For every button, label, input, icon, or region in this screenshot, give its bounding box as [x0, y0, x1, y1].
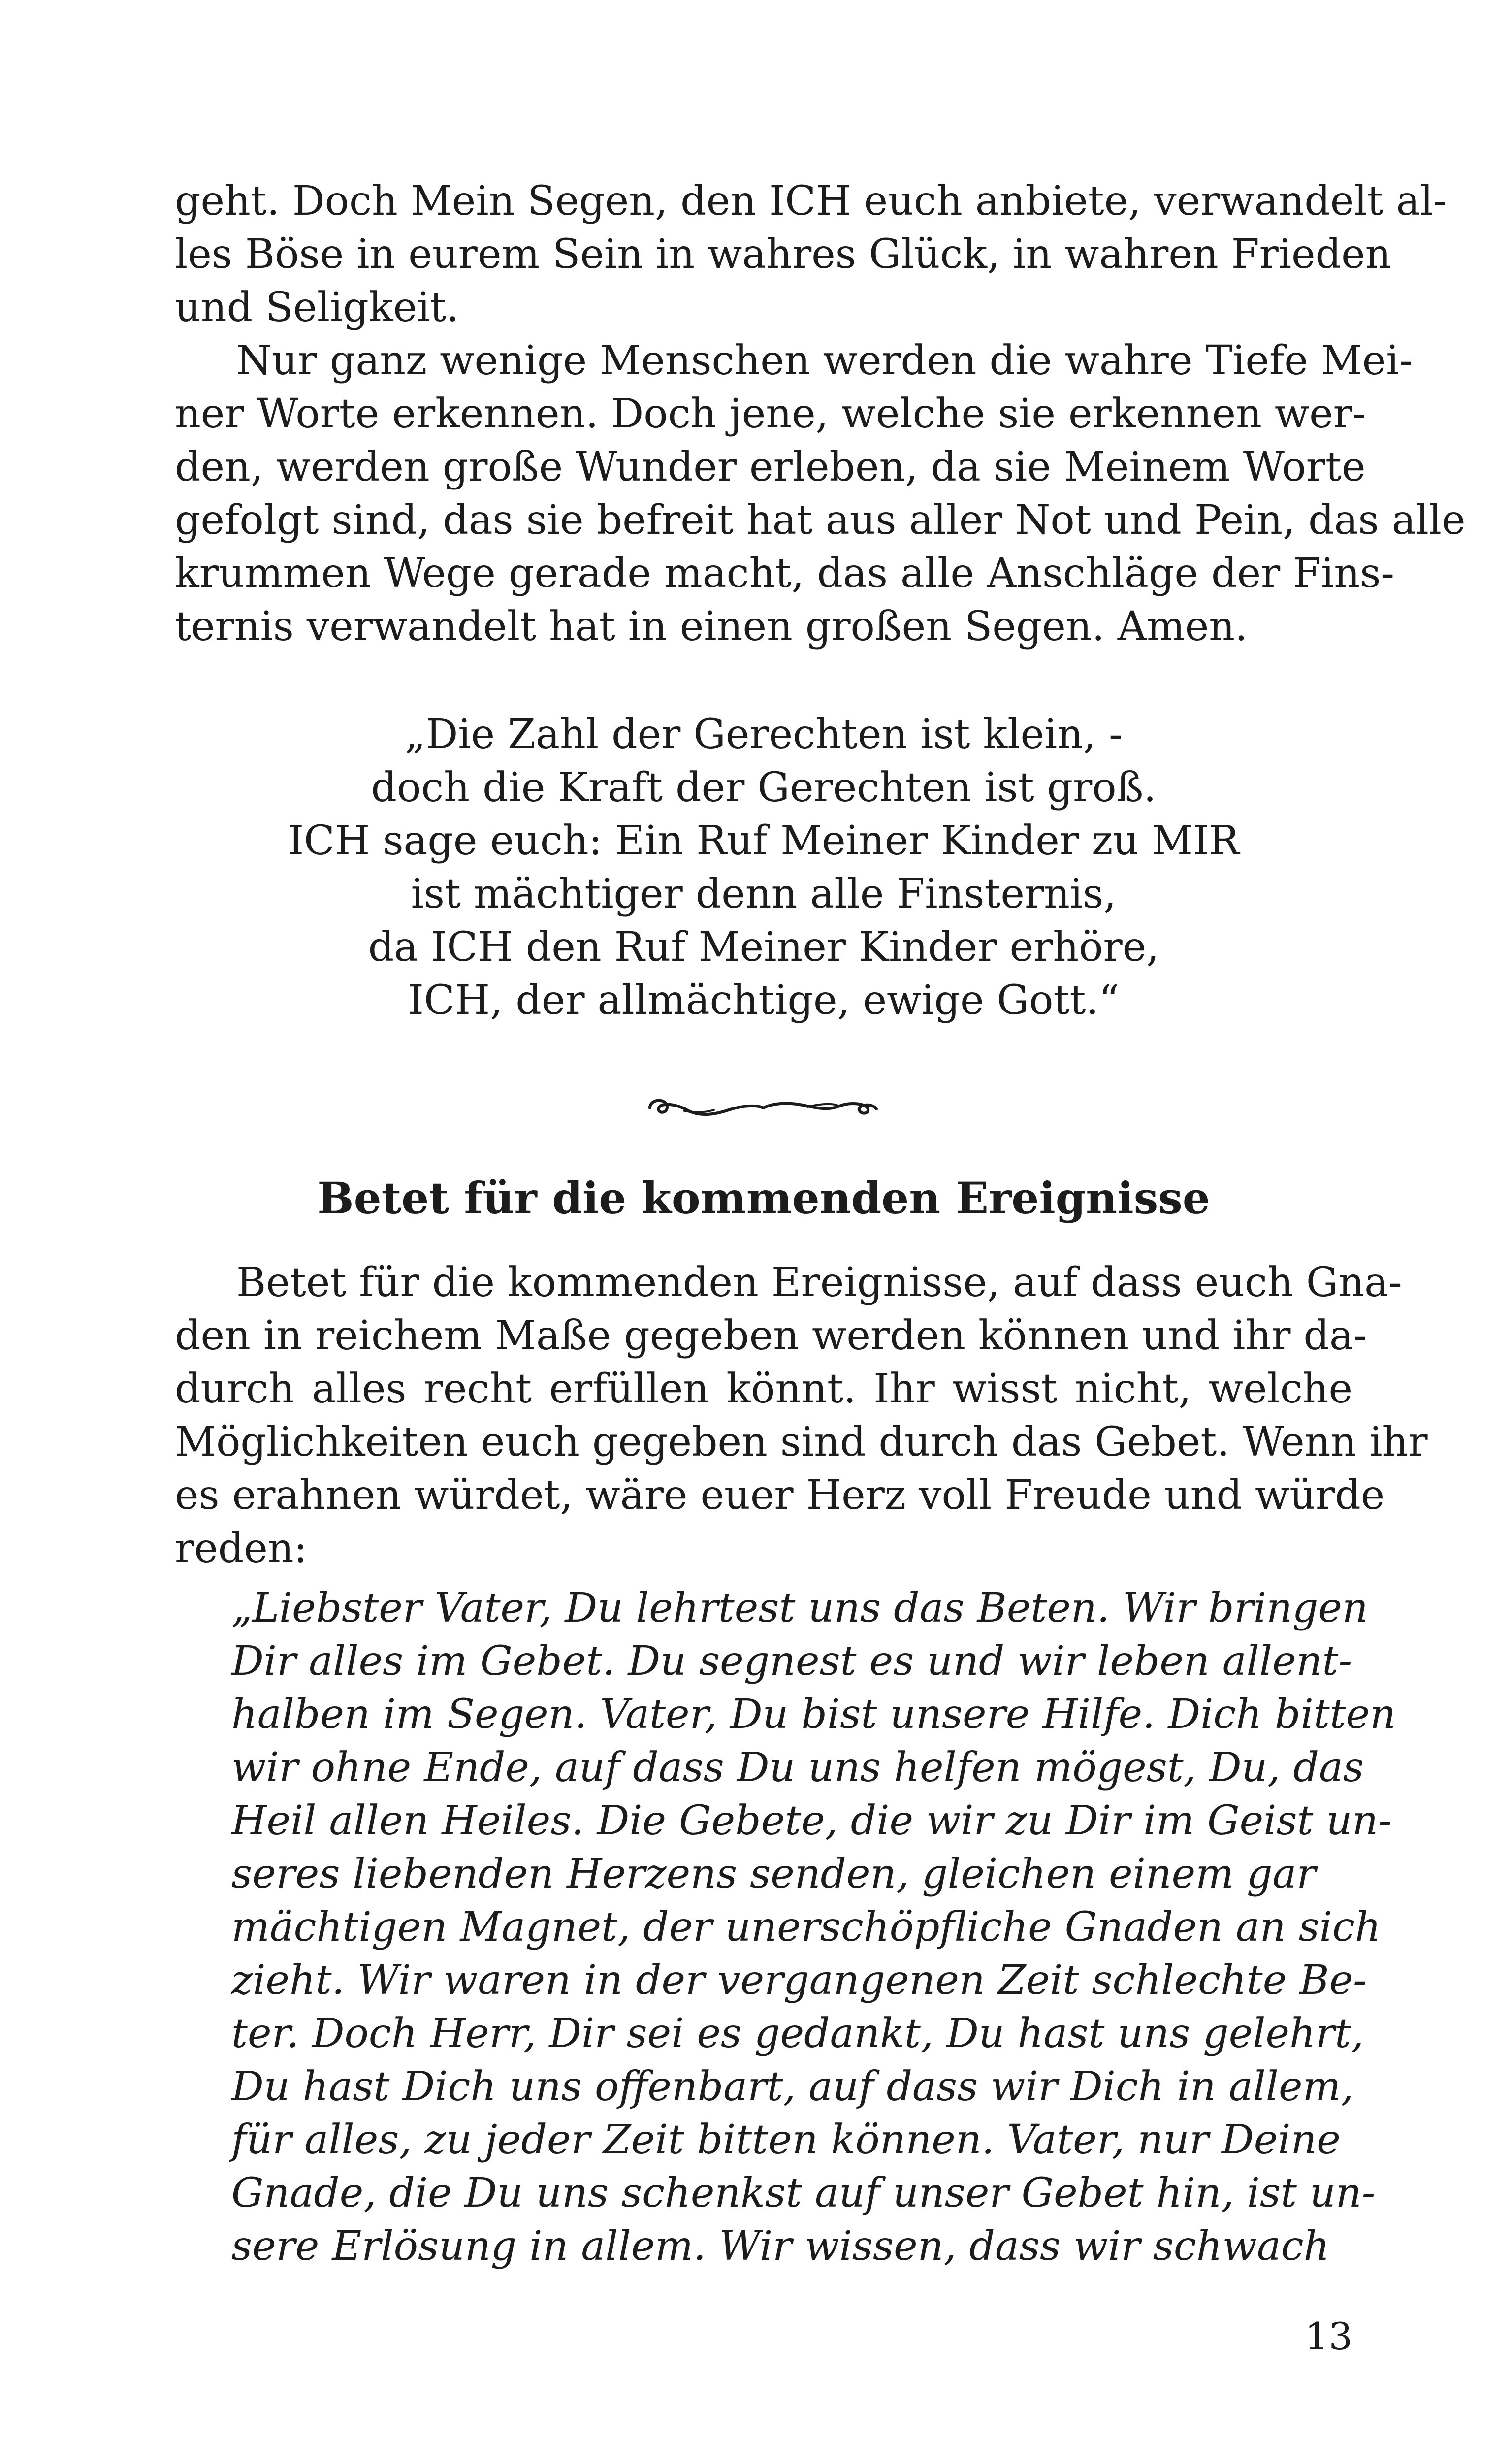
prayer-line: wir ohne Ende, auf dass Du uns helfen mögest, Du, das	[231, 1744, 1364, 1791]
prayer-line: mächtigen Magnet, der unerschöpfliche Gnaden an sich	[231, 1904, 1381, 1951]
paragraph-line: geht. Doch Mein Segen, den ICH euch anbiete, verwandelt al-	[175, 178, 1447, 225]
prayer-line: Du hast Dich uns offenbart, auf dass wir Dich in allem,	[231, 2063, 1354, 2110]
paragraph-line: den in reichem Maße gegeben werden können und ihr da-	[175, 1312, 1367, 1359]
paragraph-line: krummen Wege gerade macht, das alle Anschläge der Fins-	[175, 550, 1394, 597]
paragraph-line: durch alles recht erfüllen könnt. Ihr wisst nicht, welche	[175, 1366, 1352, 1412]
paragraph-line: les Böse in eurem Sein in wahres Glück, in wahren Frieden	[175, 231, 1391, 278]
quote-line: ICH sage euch: Ein Ruf Meiner Kinder zu MIR	[288, 817, 1240, 864]
paragraph-line: ner Worte erkennen. Doch jene, welche sie erkennen wer-	[175, 391, 1366, 437]
paragraph-line: Möglichkeiten euch gegeben sind durch das Gebet. Wenn ihr	[175, 1419, 1428, 1466]
flourish-divider-icon	[640, 1088, 886, 1128]
quote-line: „Die Zahl der Gerechten ist klein, -	[405, 711, 1123, 758]
paragraph-line: reden:	[175, 1525, 308, 1572]
prayer-line: Dir alles im Gebet. Du segnest es und wir leben allent-	[231, 1638, 1352, 1685]
prayer-line: Gnade, die Du uns schenkst auf unser Gebet hin, ist un-	[231, 2170, 1376, 2216]
prayer-line: halben im Segen. Vater, Du bist unsere Hilfe. Dich bitten	[231, 1691, 1396, 1738]
quote-line: doch die Kraft der Gerechten ist groß.	[371, 764, 1157, 811]
paragraph-line: den, werden große Wunder erleben, da sie Meinem Worte	[175, 444, 1366, 490]
prayer-line: für alles, zu jeder Zeit bitten können. Vater, nur Deine	[231, 2117, 1341, 2163]
prayer-line: zieht. Wir waren in der vergangenen Zeit schlechte Be-	[231, 1957, 1367, 2004]
prayer-line: sere Erlösung in allem. Wir wissen, dass wir schwach	[231, 2223, 1330, 2270]
quote-line: ist mächtiger denn alle Finsternis,	[411, 871, 1117, 917]
paragraph-line: ternis verwandelt hat in einen großen Segen. Amen.	[175, 603, 1248, 650]
paragraph-line: Nur ganz wenige Menschen werden die wahre Tiefe Mei-	[236, 337, 1413, 384]
prayer-line: ter. Doch Herr, Dir sei es gedankt, Du hast uns gelehrt,	[231, 2010, 1364, 2057]
paragraph-line: gefolgt sind, das sie befreit hat aus aller Not und Pein, das alle	[175, 497, 1466, 544]
paragraph-line: es erahnen würdet, wäre euer Herz voll Freude und würde	[175, 1472, 1385, 1519]
paragraph-line: Betet für die kommenden Ereignisse, auf dass euch Gna-	[236, 1259, 1402, 1306]
quote-line: ICH, der allmächtige, ewige Gott.“	[408, 977, 1120, 1024]
quote-line: da ICH den Ruf Meiner Kinder erhöre,	[368, 924, 1159, 971]
page-number: 13	[1305, 2314, 1352, 2358]
prayer-line: Heil allen Heiles. Die Gebete, die wir zu Dir im Geist un-	[231, 1797, 1392, 1844]
paragraph-line: und Seligkeit.	[175, 284, 459, 331]
section-heading: Betet für die kommenden Ereignisse	[317, 1173, 1210, 1224]
prayer-line: „Liebster Vater, Du lehrtest uns das Beten. Wir bringen	[231, 1585, 1368, 1631]
prayer-line: seres liebenden Herzens senden, gleichen einem gar	[231, 1851, 1316, 1897]
